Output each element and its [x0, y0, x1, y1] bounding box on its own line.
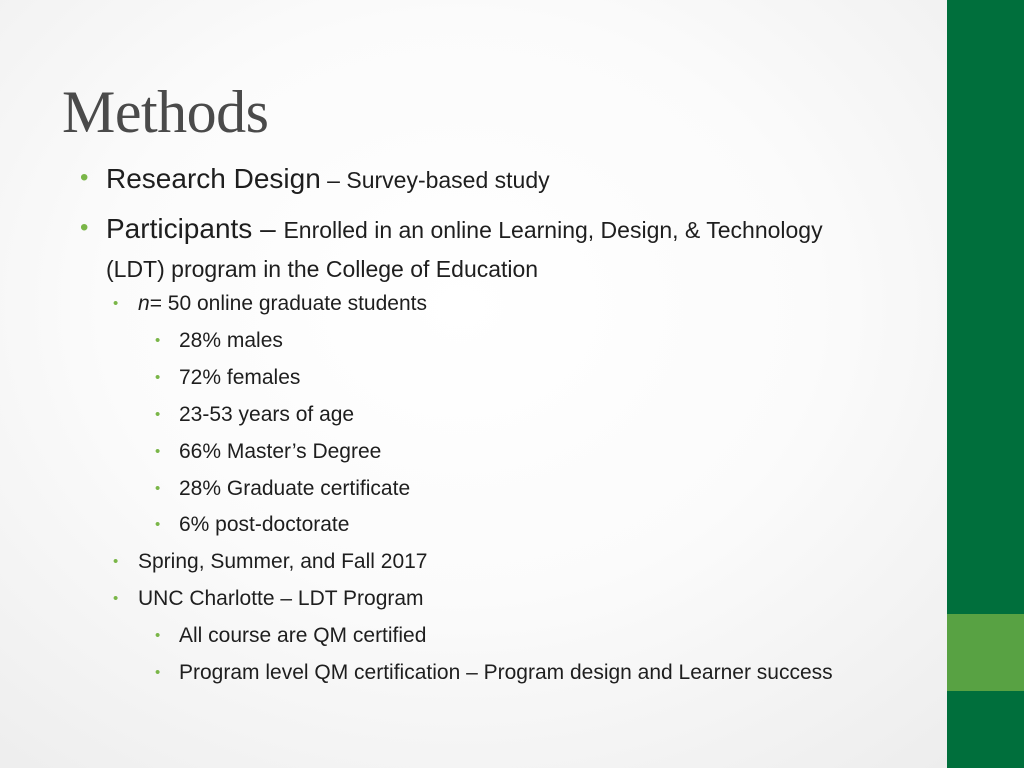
bullet-icon: •	[155, 516, 161, 533]
bullet-icon: •	[113, 295, 119, 312]
participant-count: n= 50 online graduate students	[138, 292, 427, 315]
demographic-item: 72% females	[179, 366, 301, 389]
bullet-icon: •	[155, 406, 161, 423]
bullet-icon: •	[155, 443, 161, 460]
bullet-icon: •	[155, 480, 161, 497]
bullet-icon: •	[80, 214, 89, 241]
bullet-icon: •	[113, 590, 119, 607]
bullet-icon: •	[155, 627, 161, 644]
bullet-participants: Participants – Enrolled in an online Learning, Design, & Technology	[106, 213, 823, 244]
bullet-icon: •	[80, 164, 89, 191]
demographic-item: 28% Graduate certificate	[179, 477, 411, 500]
bullet-icon: •	[113, 553, 119, 570]
bullet-participants-continued: (LDT) program in the College of Education	[106, 256, 539, 282]
demographic-item: 28% males	[179, 329, 283, 352]
timeframe-item: Spring, Summer, and Fall 2017	[138, 550, 428, 573]
program-item: UNC Charlotte – LDT Program	[138, 587, 424, 610]
bullet-icon: •	[155, 664, 161, 681]
demographic-item: 6% post-doctorate	[179, 513, 350, 536]
demographic-item: 23-53 years of age	[179, 403, 355, 426]
sidebar-accent-block	[947, 614, 1024, 691]
program-detail-item: Program level QM certification – Program design and Learner success	[179, 661, 833, 684]
bullet-icon: •	[155, 332, 161, 349]
program-detail-item: All course are QM certified	[179, 624, 427, 647]
demographic-item: 66% Master’s Degree	[179, 440, 382, 463]
bullet-research-design: Research Design – Survey-based study	[106, 163, 550, 194]
bullet-icon: •	[155, 369, 161, 386]
slide-title: Methods	[62, 79, 269, 145]
